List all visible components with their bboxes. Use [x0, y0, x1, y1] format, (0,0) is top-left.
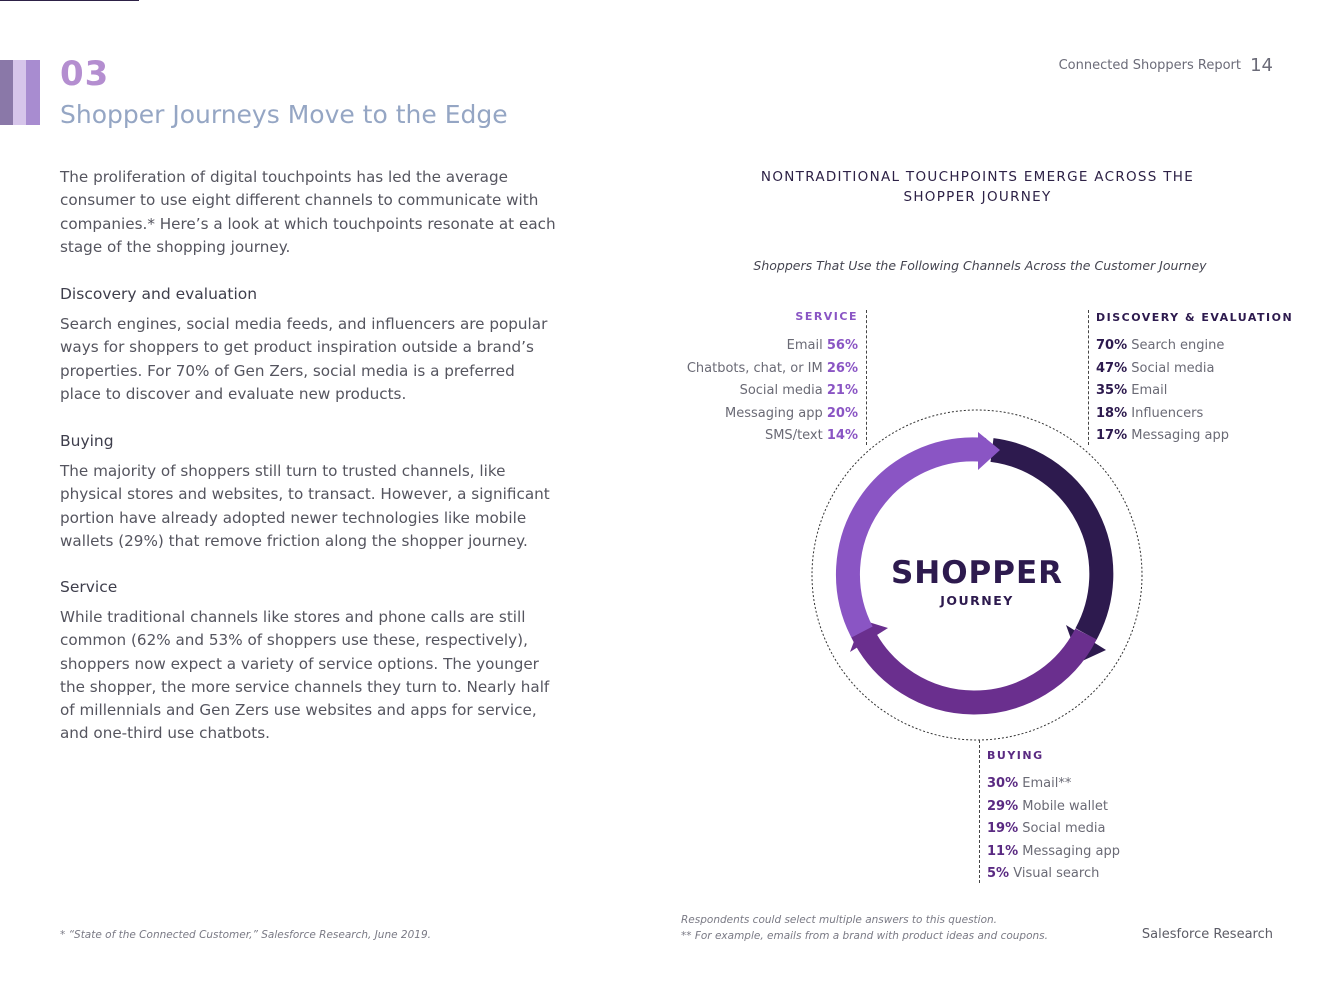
discovery-list	[1096, 335, 1229, 448]
list-item	[987, 773, 1120, 796]
buying-item-label: Mobile wallet	[1022, 798, 1108, 814]
chart-subtitle: Shoppers That Use the Following Channels Across the Customer Journey	[753, 258, 1207, 273]
shopper-journey-diagram	[800, 400, 1160, 750]
service-text: While traditional channels like stores and phone calls are still common (62% and 53% of shoppers use these, respectively), shoppers now expect a variety of service options. The younger the shopper, the more service channels they turn to. Nearly half of millennials and Gen Zers use websites and apps for service, and one-third use chatbots.	[60, 608, 550, 743]
discovery-item-label: Messaging app	[1131, 428, 1229, 443]
section-number: 03	[60, 54, 110, 94]
discovery-text: Search engines, social media feeds, and influencers are popular ways for shoppers to get product inspiration outside a brand’s properties. For 70% of Gen Zers, social media is a preferred place to discover and evaluate new products.	[60, 315, 548, 403]
list-item	[1096, 425, 1229, 448]
list-item	[687, 403, 858, 426]
service-item-label: Chatbots, chat, or IM	[686, 360, 823, 376]
buying-item-label: Visual search	[1013, 866, 1100, 881]
buying-stage-title: BUYING	[987, 749, 1044, 762]
list-item	[687, 380, 858, 403]
buying-item-value: 29%	[987, 798, 1019, 814]
center-sublabel: JOURNEY	[940, 593, 1014, 608]
list-item	[687, 335, 858, 358]
buying-item-value: 11%	[987, 843, 1019, 859]
page-title: Shopper Journeys Move to the Edge	[60, 100, 508, 129]
discovery-item-label: Email	[1131, 383, 1168, 398]
buying-arc	[862, 632, 1086, 703]
service-arrow-head	[978, 432, 1000, 470]
service-item-value: 20%	[826, 405, 858, 421]
buying-paragraph	[60, 460, 560, 553]
service-item-label: SMS/text	[764, 428, 823, 443]
buying-list	[987, 773, 1120, 886]
buying-divider	[979, 740, 980, 883]
buying-item-label: Social media	[1022, 821, 1106, 836]
chart-title: NONTRADITIONAL TOUCHPOINTS EMERGE ACROSS THE SHOPPER JOURNEY	[760, 169, 1195, 205]
buying-item-value: 19%	[987, 821, 1019, 836]
list-item	[687, 425, 858, 448]
service-heading: Service	[60, 578, 118, 596]
service-item-label: Messaging app	[725, 405, 823, 421]
discovery-item-value: 35%	[1096, 383, 1128, 398]
discovery-item-value: 17%	[1096, 428, 1128, 443]
discovery-heading: Discovery and evaluation	[60, 285, 258, 303]
service-divider	[866, 310, 867, 445]
buying-item-value: 30%	[987, 776, 1019, 791]
discovery-item-label: Influencers	[1131, 405, 1204, 421]
chart-title-rule	[0, 0, 139, 1]
list-item	[987, 863, 1120, 886]
buying-text: The majority of shoppers still turn to trusted channels, like physical stores and websites, to transact. However, a significant portion have already adopted newer technologies like mobile wallets (29%) that remove friction along the shopper journey.	[60, 462, 550, 550]
service-item-label: Social media	[739, 383, 823, 398]
list-item	[987, 841, 1120, 864]
service-stage-title: SERVICE	[795, 310, 858, 323]
accent-bar-2	[13, 60, 26, 125]
list-item	[1096, 380, 1229, 403]
list-item	[1096, 335, 1229, 358]
report-name: Connected Shoppers Report	[1058, 58, 1241, 73]
service-paragraph	[60, 606, 550, 746]
list-item	[987, 818, 1120, 841]
discovery-item-value: 18%	[1096, 405, 1128, 421]
discovery-stage-title: DISCOVERY & EVALUATION	[1096, 311, 1294, 324]
list-item	[987, 796, 1120, 819]
accent-bar-3	[26, 60, 40, 125]
page-number: 14	[1250, 55, 1273, 76]
footnote-respondents: Respondents could select multiple answers to this question.	[681, 914, 998, 926]
list-item	[1096, 358, 1229, 381]
footnotes	[681, 912, 1048, 944]
discovery-item-label: Search engine	[1131, 338, 1225, 353]
list-item	[687, 358, 858, 381]
service-item-value: 56%	[826, 338, 858, 353]
buying-item-label: Messaging app	[1022, 843, 1120, 859]
service-item-value: 14%	[826, 428, 858, 443]
footnote-citation: * “State of the Connected Customer,” Salesforce Research, June 2019.	[60, 929, 431, 941]
footnote-email-example: ** For example, emails from a brand with product ideas and coupons.	[681, 930, 1048, 942]
service-item-value: 21%	[826, 383, 858, 398]
discovery-item-value: 70%	[1096, 338, 1128, 353]
accent-bar-1	[0, 60, 13, 125]
service-item-label: Email	[786, 338, 823, 353]
buying-item-value: 5%	[987, 866, 1010, 881]
footer-brand: Salesforce Research	[1141, 927, 1273, 942]
discovery-item-label: Social media	[1131, 360, 1215, 376]
discovery-item-value: 47%	[1096, 360, 1128, 376]
intro-paragraph	[60, 166, 560, 259]
buying-heading: Buying	[60, 432, 114, 450]
intro-text: The proliferation of digital touchpoints has led the average consumer to use eight different channels to communicate with companies.* Here’s a look at which touchpoints resonate at each stage of the shopping journey.	[60, 168, 556, 256]
buying-item-label: Email**	[1022, 776, 1072, 791]
list-item	[1096, 403, 1229, 426]
center-label: SHOPPER	[890, 555, 1064, 591]
discovery-divider	[1088, 310, 1089, 445]
service-list	[687, 335, 858, 448]
service-item-value: 26%	[826, 360, 858, 376]
discovery-paragraph	[60, 313, 560, 406]
